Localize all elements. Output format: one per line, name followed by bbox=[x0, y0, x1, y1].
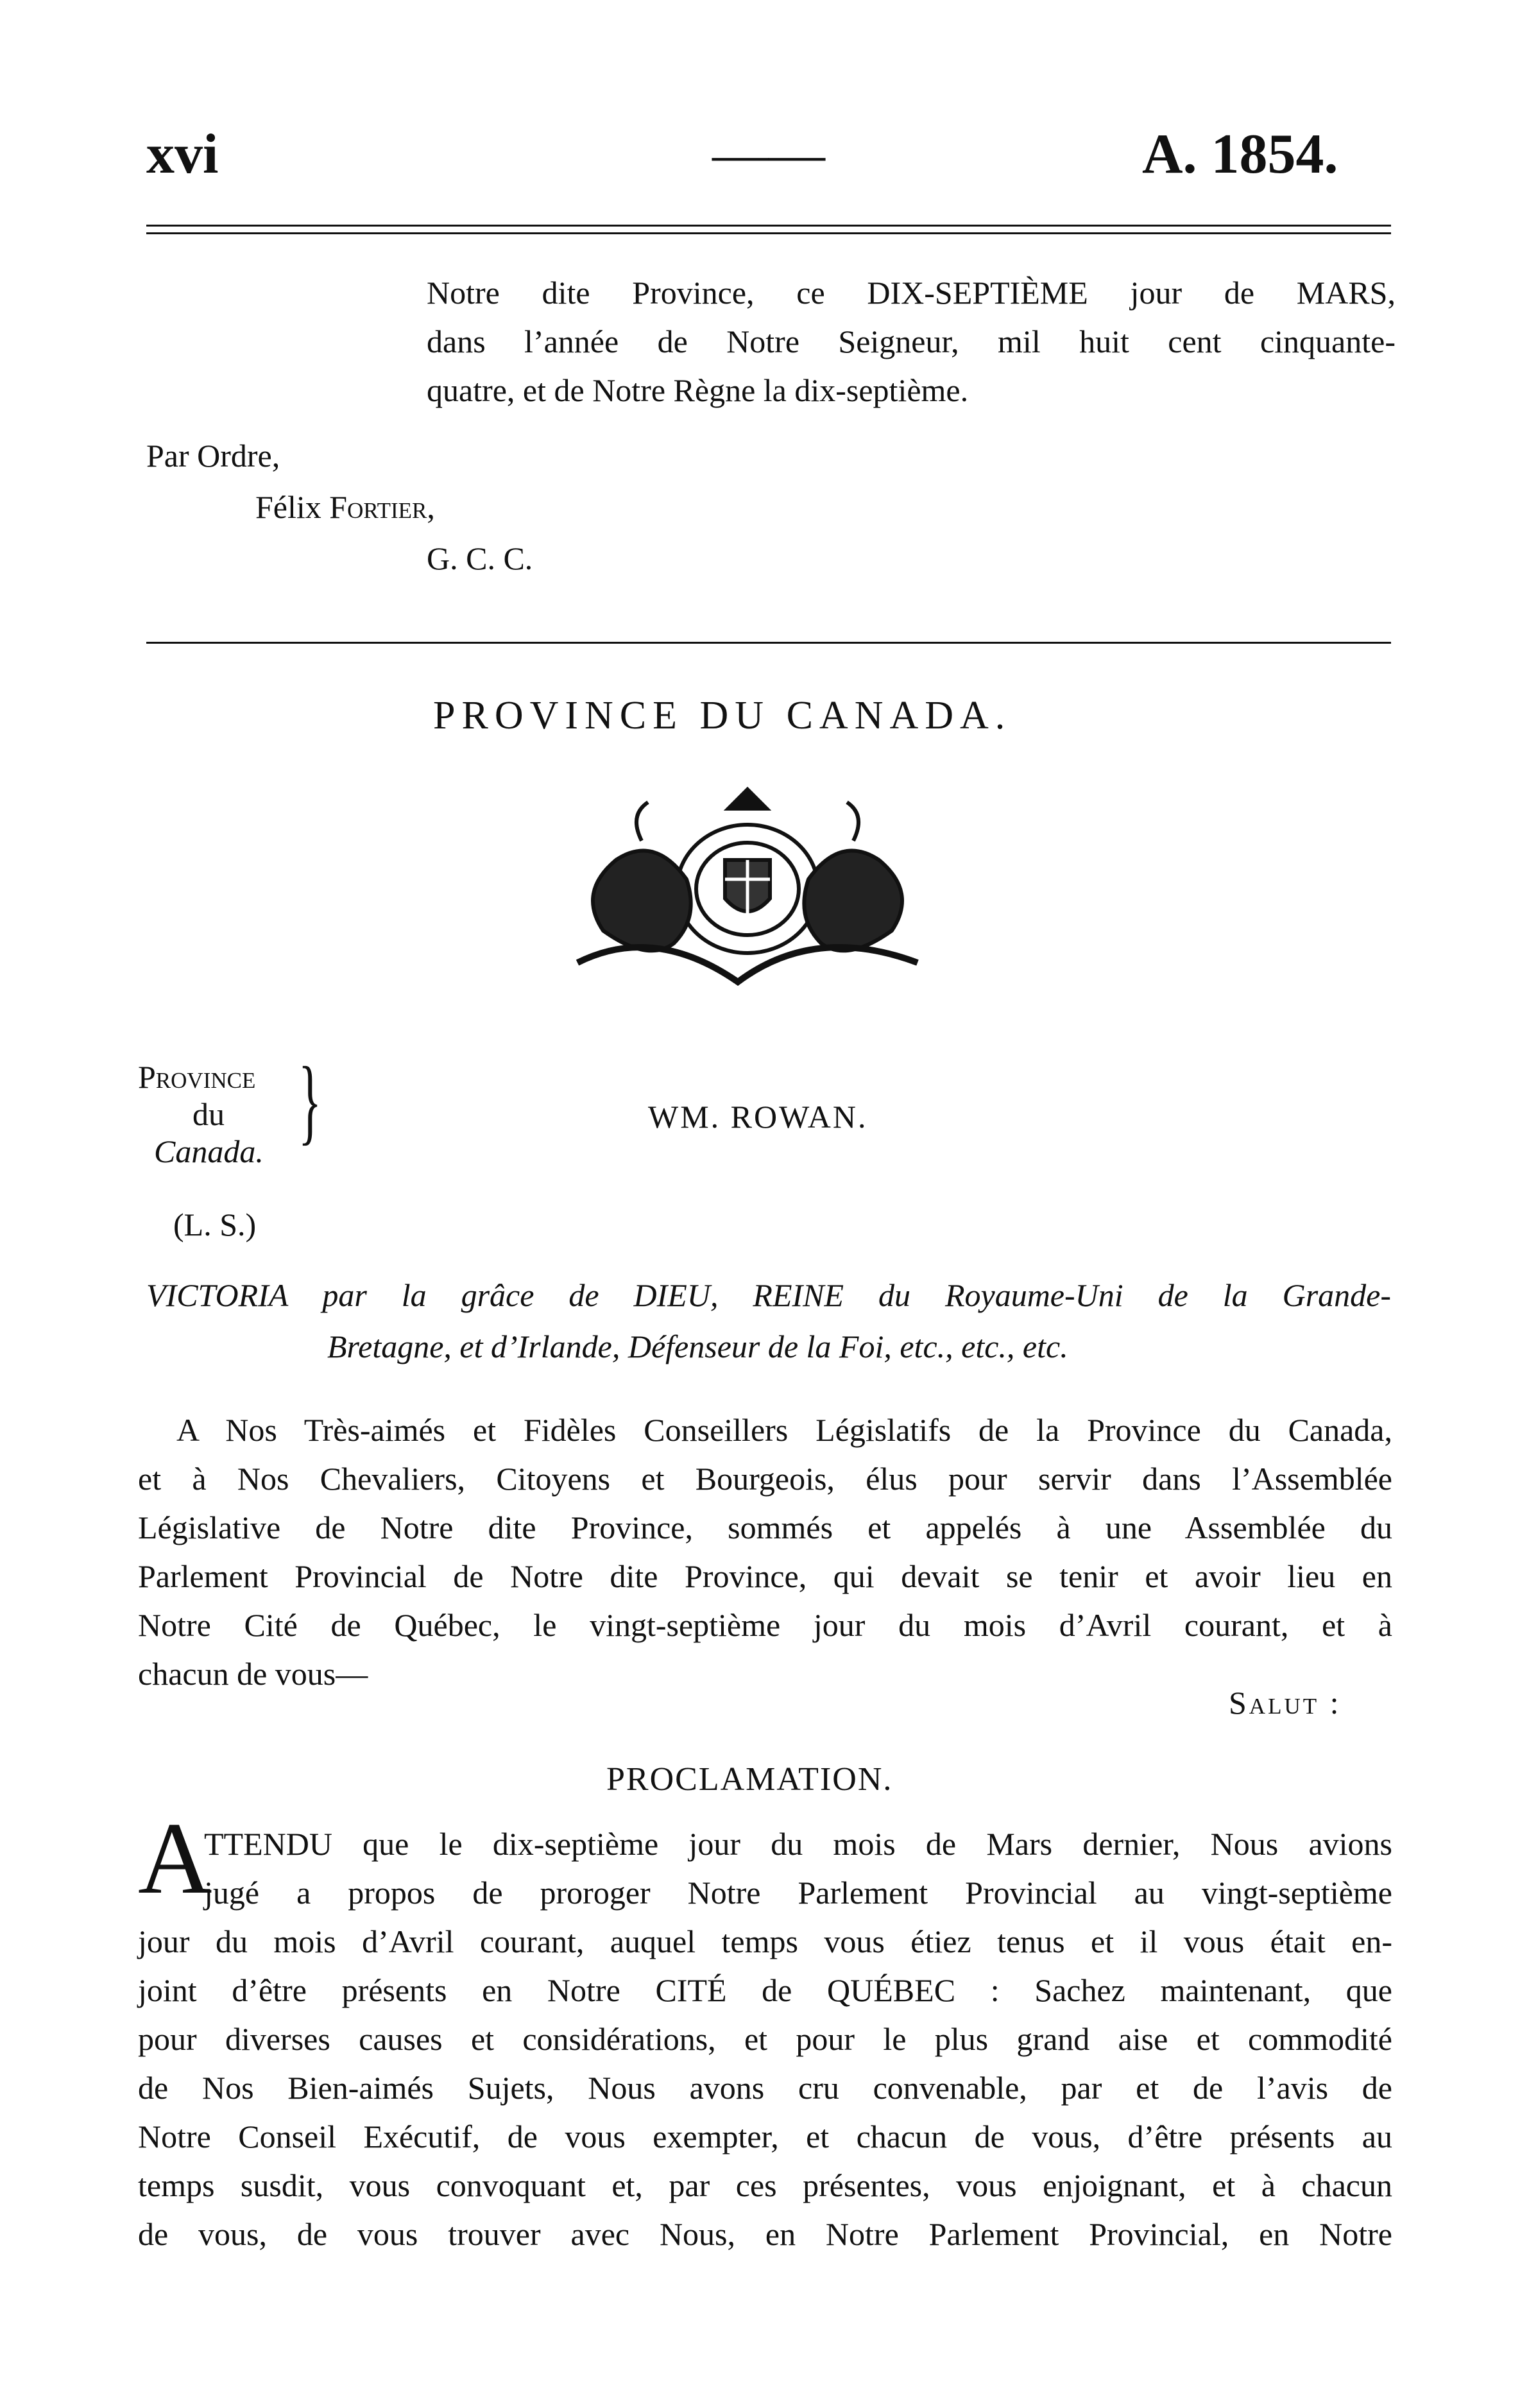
address-line: A Nos Très-aimés et Fidèles Conseillers Législatifs de la Province du Canada, bbox=[176, 1412, 1392, 1448]
side-seal: (L. S.) bbox=[173, 1207, 257, 1243]
header-year: A. 1854. bbox=[1142, 123, 1338, 185]
signature-title: G. C. C. bbox=[427, 540, 533, 576]
address-line: Notre Cité de Québec, le vingt-septième jour du mois d’Avril courant, et à bbox=[138, 1607, 1392, 1643]
proclamation-line: joint d’être présents en Notre CITÉ de QUÉBEC : Sachez maintenant, que bbox=[138, 1972, 1392, 2008]
side-canada: Canada. bbox=[154, 1133, 264, 1169]
signature-first-name: Félix bbox=[255, 489, 321, 525]
page-number: xvi bbox=[146, 123, 219, 185]
side-du: du bbox=[192, 1096, 225, 1132]
par-ordre: Par Ordre, bbox=[146, 438, 280, 474]
proclamation-line-1: TTENDU que le dix-septième jour du mois de Mars dernier, Nous avions bbox=[204, 1826, 1392, 1862]
header-dash: —— bbox=[712, 123, 825, 185]
signature-last-name: Fortier, bbox=[329, 489, 435, 525]
signature-name bbox=[255, 483, 435, 531]
proclamation-line: Notre Conseil Exécutif, de vous exempter, et chacun de vous, d’être présents au bbox=[138, 2119, 1392, 2154]
address-line: Législative de Notre dite Province, sommés et appelés à une Assemblée du bbox=[138, 1509, 1392, 1545]
side-brace-icon: } bbox=[298, 1047, 321, 1154]
proclamation-line: de Nos Bien-aimés Sujets, Nous avons cru convenable, par et de l’avis de bbox=[138, 2070, 1392, 2106]
proclamation-heading: PROCLAMATION. bbox=[606, 1761, 893, 1798]
province-title: PROVINCE DU CANADA. bbox=[433, 694, 1012, 737]
top-line: quatre, et de Notre Règne la dix-septième. bbox=[427, 372, 969, 408]
salut: Salut : bbox=[1229, 1685, 1342, 1721]
royal-coat-of-arms-icon bbox=[565, 783, 930, 995]
address-last-line: chacun de vous— bbox=[138, 1656, 368, 1692]
address-line: et à Nos Chevaliers, Citoyens et Bourgeois, élus pour servir dans l’Assemblée bbox=[138, 1461, 1392, 1497]
signatory: WM. ROWAN. bbox=[648, 1099, 868, 1135]
proclamation-body bbox=[138, 1917, 1392, 2258]
victoria-line-2: Bretagne, et d’Irlande, Défenseur de la Foi, etc., etc., etc. bbox=[327, 1329, 1068, 1364]
header-rule-top bbox=[146, 225, 1391, 227]
proclamation-line-2: jugé a propos de proroger Notre Parlement Provincial au vingt-septième bbox=[204, 1875, 1392, 1911]
side-province-label: Province bbox=[138, 1059, 256, 1095]
section-rule bbox=[146, 642, 1391, 644]
drop-cap: A bbox=[138, 1801, 212, 1915]
address-block bbox=[138, 1406, 1392, 1698]
top-line: Notre dite Province, ce DIX-SEPTIÈME jour de MARS, bbox=[427, 275, 1396, 311]
top-block bbox=[427, 268, 1396, 415]
proclamation-line: pour diverses causes et considérations, et pour le plus grand aise et commodité bbox=[138, 2021, 1392, 2057]
proclamation-line: jour du mois d’Avril courant, auquel temps vous étiez tenus et il vous était en- bbox=[138, 1923, 1392, 1959]
victoria-line-1: VICTORIA par la grâce de DIEU, REINE du Royaume-Uni de la Grande- bbox=[146, 1277, 1391, 1313]
proclamation-line: de vous, de vous trouver avec Nous, en Notre Parlement Provincial, en Notre bbox=[138, 2216, 1392, 2252]
top-line: dans l’année de Notre Seigneur, mil huit cent cinquante- bbox=[427, 323, 1396, 359]
address-line: Parlement Provincial de Notre dite Province, qui devait se tenir et avoir lieu en bbox=[138, 1558, 1392, 1594]
proclamation-line: temps susdit, vous convoquant et, par ces présentes, vous enjoignant, et à chacun bbox=[138, 2167, 1392, 2203]
header-rule-bottom bbox=[146, 232, 1391, 234]
